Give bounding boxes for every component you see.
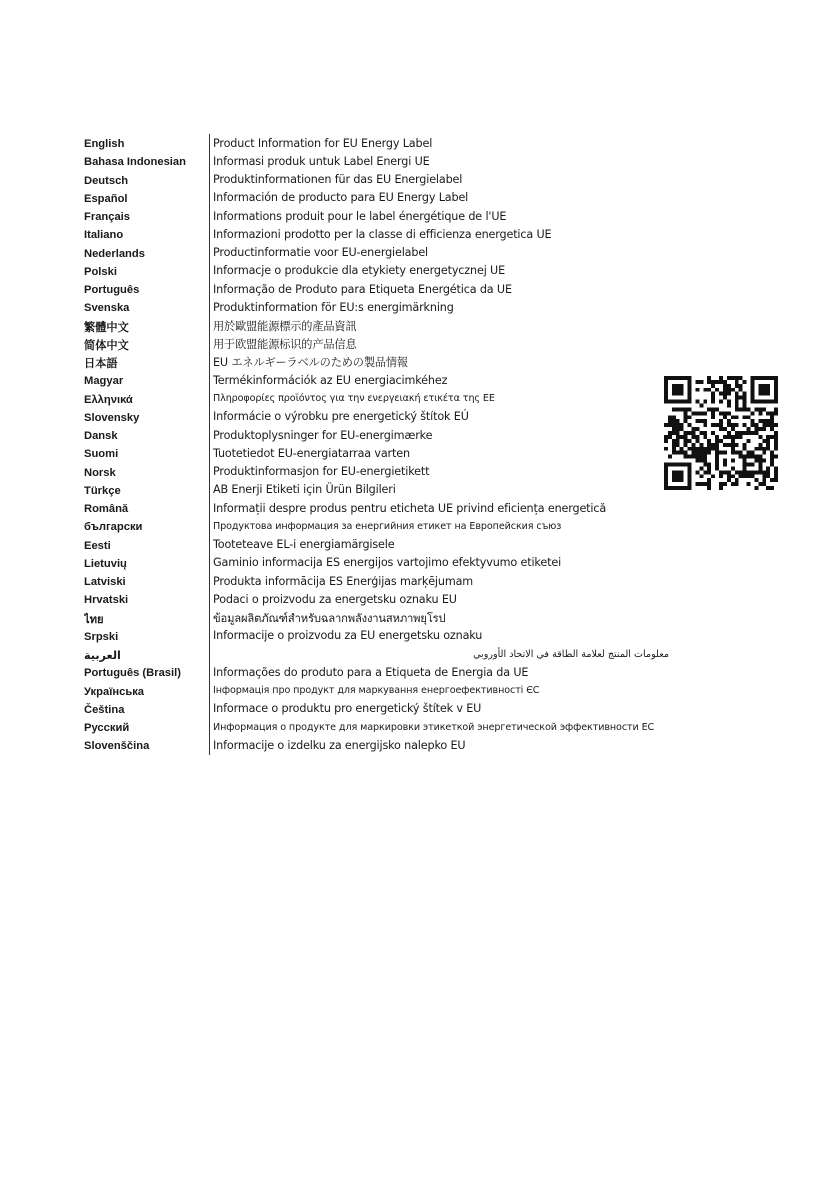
language-row (84, 645, 684, 663)
language-description: Informacije o proizvodu za EU energetsku oznaku (213, 629, 483, 643)
language-name: 日本語 (84, 358, 118, 371)
column-divider (209, 718, 210, 736)
column-divider (209, 207, 210, 225)
language-name: Русский (84, 722, 130, 735)
language-row (84, 499, 684, 517)
language-description: Información de producto para EU Energy Label (213, 191, 469, 205)
language-name: Magyar (84, 375, 124, 388)
language-description: AB Enerji Etiketi için Ürün Bilgileri (213, 483, 396, 497)
language-description: Informasi produk untuk Label Energi UE (213, 154, 430, 168)
column-divider (209, 736, 210, 754)
column-divider (209, 663, 210, 681)
language-row (84, 171, 684, 189)
column-divider (209, 499, 210, 517)
language-description: Продуктова информация за енергийния етикет на Европейския съюз (213, 520, 562, 532)
language-description: EU エネルギーラベルのための製品情報 (213, 356, 408, 370)
language-row (84, 390, 684, 408)
column-divider (209, 335, 210, 353)
language-name: ไทย (84, 613, 104, 626)
language-description: Tooteteave EL-i energiamärgisele (213, 538, 395, 552)
language-description: Informacje o produkcie dla etykiety energetycznej UE (213, 264, 506, 278)
column-divider (209, 317, 210, 335)
language-name: Čeština (84, 703, 125, 716)
language-name: Eesti (84, 539, 111, 552)
language-description: Tuotetiedot EU-energiatarraa varten (213, 446, 410, 460)
language-row (84, 317, 684, 335)
language-description: Informații despre produs pentru eticheta UE privind eficiența energetică (213, 501, 607, 515)
column-divider (209, 609, 210, 627)
language-name: Deutsch (84, 174, 129, 187)
language-name: Português (Brasil) (84, 667, 181, 680)
language-description: Πληροφορίες προϊόντος για την ενεργειακή ετικέτα της ΕΕ (213, 393, 495, 405)
language-row (84, 609, 684, 627)
language-name: Română (84, 503, 129, 516)
language-name: Latviski (84, 576, 126, 589)
language-row (84, 736, 684, 754)
language-name: Polski (84, 265, 117, 278)
language-name: Ελληνικά (84, 393, 133, 406)
column-divider (209, 572, 210, 590)
language-name: 繁體中文 (84, 321, 129, 334)
language-name: Nederlands (84, 247, 145, 260)
language-description: Informace o produktu pro energetický štítek v EU (213, 702, 482, 716)
language-row (84, 718, 684, 736)
language-row (84, 335, 684, 353)
language-row (84, 371, 684, 389)
language-row (84, 627, 684, 645)
column-divider (209, 627, 210, 645)
column-divider (209, 554, 210, 572)
language-description: Produktinformationen für das EU Energielabel (213, 173, 463, 187)
language-row (84, 244, 684, 262)
column-divider (209, 371, 210, 389)
language-row (84, 663, 684, 681)
language-name: Suomi (84, 448, 119, 461)
language-name: Srpski (84, 630, 119, 643)
language-description: Gaminio informacija ES energijos vartojimo efektyvumo etiketei (213, 556, 562, 570)
column-divider (209, 463, 210, 481)
column-divider (209, 481, 210, 499)
language-row (84, 536, 684, 554)
language-row (84, 298, 684, 316)
language-description: Produktinformasjon for EU-energietikett (213, 465, 430, 479)
column-divider (209, 426, 210, 444)
language-description: ข้อมูลผลิตภัณฑ์สำหรับฉลากพลังงานสหภาพยุโรป (213, 611, 446, 625)
column-divider (209, 536, 210, 554)
language-row (84, 262, 684, 280)
language-row (84, 225, 684, 243)
column-divider (209, 517, 210, 535)
language-name: Italiano (84, 229, 124, 242)
language-row (84, 517, 684, 535)
language-name: Português (84, 284, 140, 297)
language-name: Dansk (84, 430, 118, 443)
language-row (84, 207, 684, 225)
language-row (84, 700, 684, 718)
column-divider (209, 152, 210, 170)
column-divider (209, 225, 210, 243)
language-row (84, 444, 684, 462)
language-description: Product Information for EU Energy Label (213, 136, 433, 150)
column-divider (209, 262, 210, 280)
language-row (84, 189, 684, 207)
column-divider (209, 682, 210, 700)
language-row (84, 463, 684, 481)
language-name: Svenska (84, 302, 130, 315)
language-description: Informations produit pour le label énergétique de l'UE (213, 209, 507, 223)
language-row (84, 426, 684, 444)
column-divider (209, 408, 210, 426)
language-description: 用於歐盟能源標示的產品資訊 (213, 319, 357, 333)
language-name: Slovenščina (84, 740, 150, 753)
language-name: 简体中文 (84, 339, 129, 352)
language-description: Informácie o výrobku pre energetický štítok EÚ (213, 410, 469, 424)
language-description: Produkta informācija ES Enerģijas marķējumam (213, 574, 474, 588)
column-divider (209, 353, 210, 371)
language-row (84, 152, 684, 170)
column-divider (209, 298, 210, 316)
language-table (84, 134, 684, 755)
language-description: Productinformatie voor EU-energielabel (213, 246, 429, 260)
column-divider (209, 645, 210, 663)
language-name: Français (84, 211, 131, 224)
language-row (84, 590, 684, 608)
column-divider (209, 280, 210, 298)
language-description: Informações do produto para a Etiqueta de Energia da UE (213, 665, 529, 679)
language-description: Podaci o proizvodu za energetsku oznaku EU (213, 592, 457, 606)
language-row (84, 134, 684, 152)
language-row (84, 481, 684, 499)
language-name: български (84, 521, 143, 534)
language-name: العربية (84, 649, 121, 662)
language-name: Español (84, 192, 128, 205)
column-divider (209, 444, 210, 462)
language-name: Türkçe (84, 484, 121, 497)
language-description: Informacije o izdelku za energijsko nalepko EU (213, 738, 466, 752)
language-name: Norsk (84, 466, 116, 479)
language-name: Slovensky (84, 411, 140, 424)
language-row (84, 280, 684, 298)
language-description: Termékinformációk az EU energiacimkéhez (213, 373, 448, 387)
language-name: Lietuvių (84, 557, 127, 570)
language-row (84, 353, 684, 371)
language-description: Informazioni prodotto per la classe di efficienza energetica UE (213, 227, 552, 241)
language-name: Українська (84, 685, 145, 698)
column-divider (209, 700, 210, 718)
language-description: Інформація про продукт для маркування енергоефективності ЄС (213, 685, 540, 697)
language-description: معلومات المنتج لعلامة الطاقة في الاتحاد الأوروبي (473, 648, 669, 660)
column-divider (209, 189, 210, 207)
language-description: Produktoplysninger for EU-energimærke (213, 428, 433, 442)
column-divider (209, 134, 210, 152)
column-divider (209, 244, 210, 262)
language-name: Bahasa Indonesian (84, 156, 186, 169)
language-row (84, 682, 684, 700)
language-name: English (84, 138, 125, 151)
qr-code-icon (664, 376, 778, 490)
column-divider (209, 590, 210, 608)
language-description: Информация о продукте для маркировки этикеткой энергетической эффективности ЕС (213, 721, 655, 733)
language-description: Informação de Produto para Etiqueta Energética da UE (213, 282, 512, 296)
language-description: 用于欧盟能源标识的产品信息 (213, 337, 357, 351)
language-description: Produktinformation för EU:s energimärkning (213, 300, 454, 314)
language-row (84, 554, 684, 572)
language-name: Hrvatski (84, 594, 129, 607)
column-divider (209, 390, 210, 408)
language-row (84, 408, 684, 426)
column-divider (209, 171, 210, 189)
language-row (84, 572, 684, 590)
